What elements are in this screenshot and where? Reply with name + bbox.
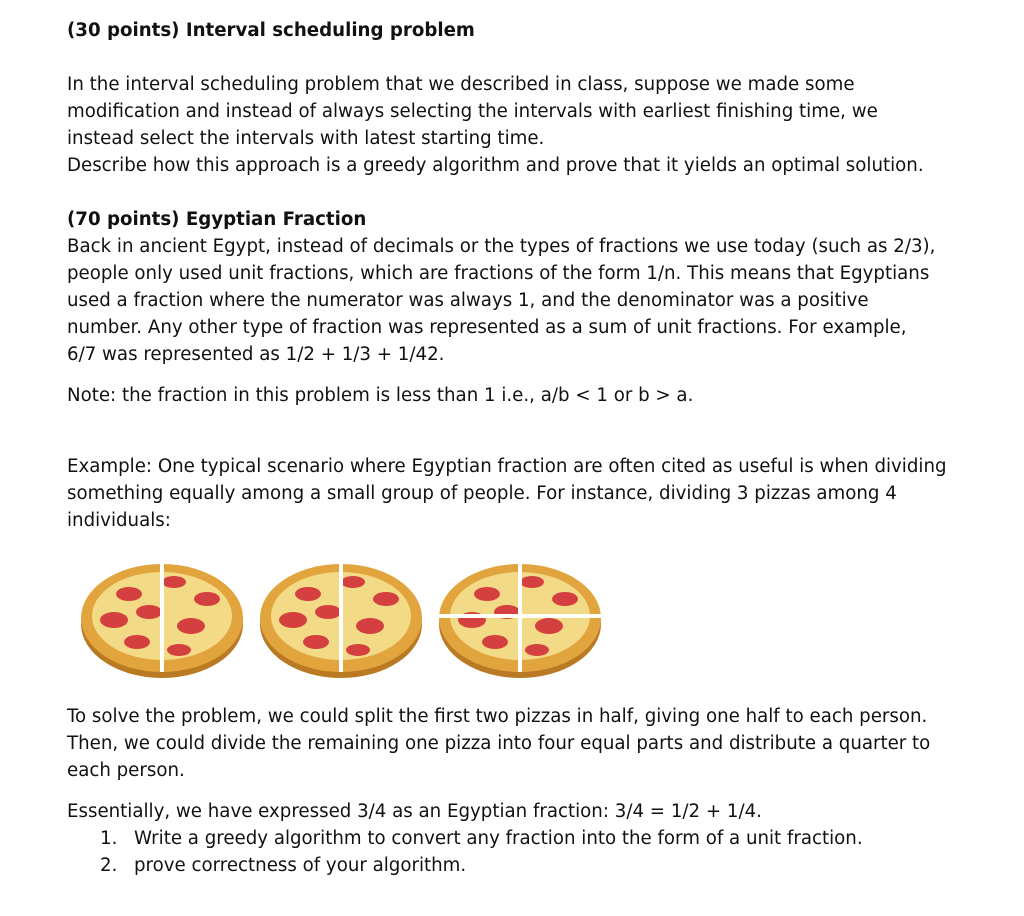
- egyptian-intro-line-3: used a fraction where the numerator was always 1, and the denominator was a positive: [67, 290, 869, 311]
- example-line-1: Example: One typical scenario where Egyptian fraction are often cited as useful is when dividing: [67, 456, 947, 477]
- task-number: 1.: [100, 828, 118, 849]
- egyptian-intro-line-1: Back in ancient Egypt, instead of decimals or the types of fractions we use today (such as 2/3),: [67, 236, 936, 257]
- egyptian-intro-line-2: people only used unit fractions, which are fractions of the form 1/n. This means that Egyptians: [67, 263, 930, 284]
- document-page: [67, 17, 967, 879]
- solution-line-3: each person.: [67, 760, 185, 781]
- interval-line-1: In the interval scheduling problem that we described in class, suppose we made some: [67, 74, 855, 95]
- task-list: [67, 825, 967, 879]
- egyptian-intro-line-4: number. Any other type of fraction was represented as a sum of unit fractions. For example,: [67, 317, 907, 338]
- egyptian-heading: (70 points) Egyptian Fraction: [67, 209, 367, 230]
- solution-line-2: Then, we could divide the remaining one pizza into four equal parts and distribute a quarter to: [67, 733, 931, 754]
- task-number: 2.: [100, 855, 118, 876]
- essentially-line: Essentially, we have expressed 3/4 as an Egyptian fraction: 3/4 = 1/2 + 1/4.: [67, 801, 762, 822]
- solution-line-1: To solve the problem, we could split the first two pizzas in half, giving one half to each person.: [67, 706, 928, 727]
- task-item: [67, 825, 967, 852]
- interval-line-4: Describe how this approach is a greedy algorithm and prove that it yields an optimal solution.: [67, 155, 924, 176]
- pizza-illustration: [67, 554, 967, 682]
- pizza-halves-icon: [258, 554, 424, 682]
- pizza-halves-icon: [79, 554, 245, 682]
- task-item: [67, 852, 967, 879]
- interval-heading: (30 points) Interval scheduling problem: [67, 20, 475, 41]
- pizza-quarters-icon: [437, 554, 603, 682]
- interval-line-3: instead select the intervals with latest starting time.: [67, 128, 545, 149]
- interval-line-2: modification and instead of always selecting the intervals with earliest finishing time, we: [67, 101, 878, 122]
- example-line-2: something equally among a small group of people. For instance, dividing 3 pizzas among 4: [67, 483, 897, 504]
- note-line: Note: the fraction in this problem is less than 1 i.e., a/b < 1 or b > a.: [67, 385, 694, 406]
- task-text: prove correctness of your algorithm.: [134, 855, 467, 876]
- example-line-3: individuals:: [67, 510, 171, 531]
- task-text: Write a greedy algorithm to convert any fraction into the form of a unit fraction.: [134, 828, 863, 849]
- egyptian-intro-line-5: 6/7 was represented as 1/2 + 1/3 + 1/42.: [67, 344, 445, 365]
